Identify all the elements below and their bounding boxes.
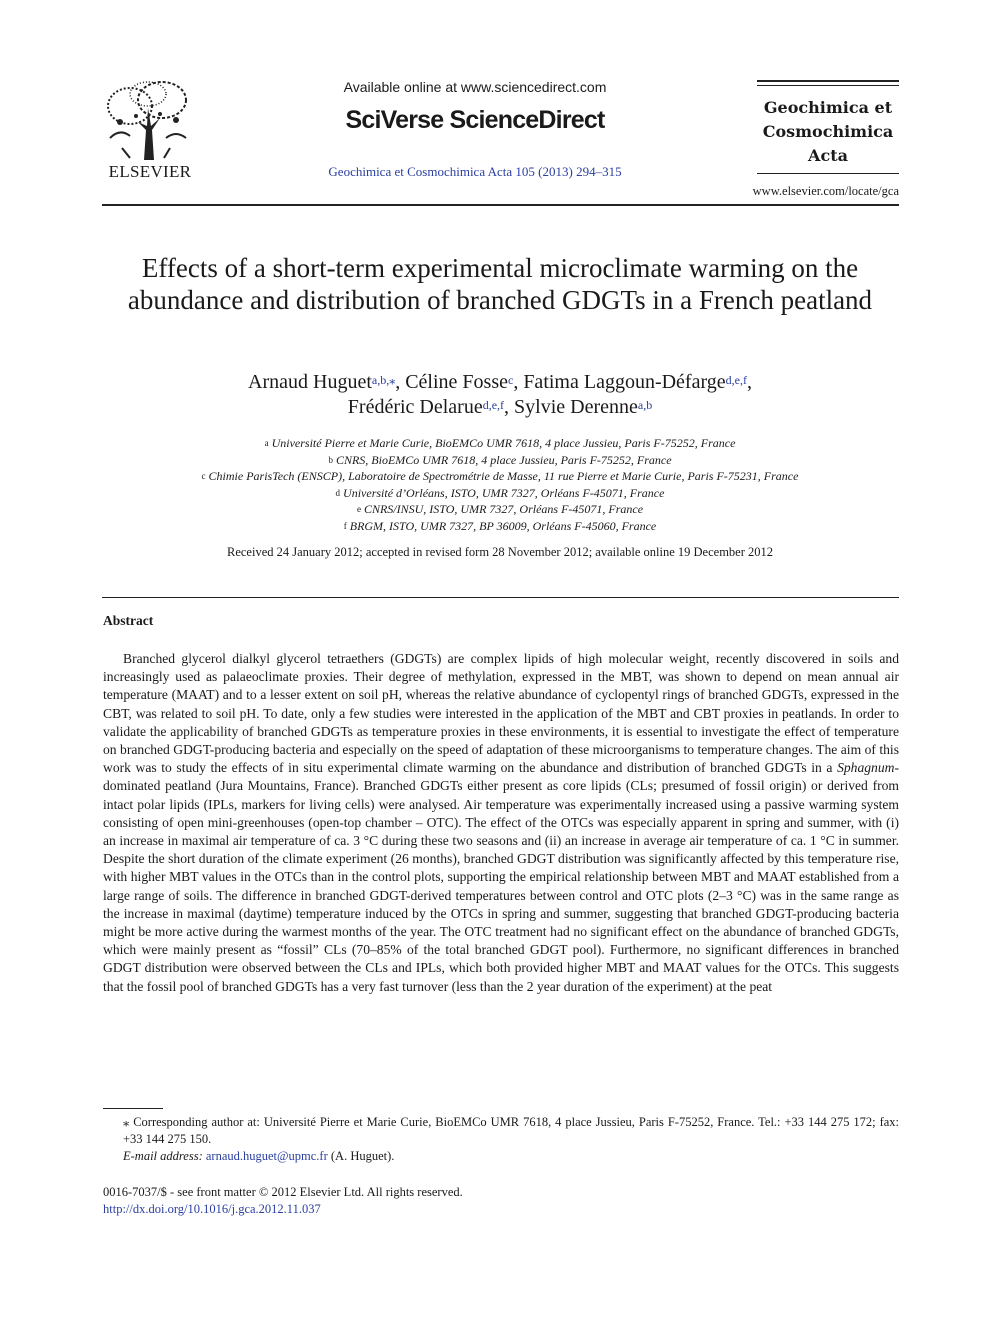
affiliation-key: c	[201, 471, 206, 482]
affiliation-key: d	[335, 487, 341, 498]
author-name: Céline Fosse	[405, 371, 508, 393]
journal-title-rule-top	[757, 80, 899, 82]
received-dates: Received 24 January 2012; accepted in revised form 28 November 2012; available online 19 December 2012	[227, 545, 773, 559]
affiliation-item	[100, 435, 900, 452]
journal-reference-link[interactable]: Geochimica et Cosmochimica Acta 105 (2013) 294–315	[328, 164, 622, 179]
affiliation-text: BRGM, ISTO, UMR 7327, BP 36009, Orléans F-45060, France	[349, 518, 657, 533]
footnote-email	[103, 1148, 899, 1165]
journal-title-rule-bottom	[757, 173, 899, 174]
affiliation-text: CNRS, BioEMCo UMR 7618, 4 place Jussieu, Paris F-75252, France	[335, 452, 672, 467]
abstract-text: Branched glycerol dialkyl glycerol tetraethers (GDGTs) are complex lipids of high molecular weight, recently discovered in soils and increasingly used as palaeoclimate proxies. Their degree of methylation, expressed in the MBT, was shown to depend on mean annual air temperature (MAAT) and to a lesser extent on soil pH, whereas the relative abundance of cyclopentyl rings of branched GDGTs, expressed in the CBT, was related to soil pH. To date, only a few studies were interested in the application of the MBT and CBT proxies in peatlands. In order to validate the applicability of branched GDGTs as temperature proxies in these environments, it is essential to investigate the effect of temperature on branched GDGT-producing bacteria and especially on the speed of adaptation of these microorganisms to temperature changes. The aim of this work was to study the effects of in situ experimental climate warming on the abundance and distribution of branched GDGTs in a	[103, 651, 899, 776]
footnote-divider	[103, 1108, 163, 1109]
journal-title-line: Geochimica et	[763, 98, 893, 117]
abstract-text: -dominated peatland (Jura Mountains, France). Branched GDGTs either present as core lipids (CLs; presumed of fossil origin) or derived from intact polar lipids (IPLs, markers for living cells) were analysed. Air temperature was experimentally increased using a passive warming system consisting of open mini-greenhouses (open-top chamber – OTC). The effect of the OTCs was especially apparent in spring and summer, with (i) an increase in maximal air temperature of ca. 3 °C during these two seasons and (ii) an increase in average air temperature of ca. 1 °C in summer. Despite the short duration of the climate experiment (26 months), branched GDGT distribution was significantly affected by this temperature rise, with higher MBT values in the OTCs than in the control plots, supporting the empirical relationship between MBT and MAAT established from a large range of soils. The difference in branched GDGT-derived temperatures between control and OTC plots (2–3 °C) was in the same range as the increase in maximal (daytime) temperature induced by the OTCs in spring and summer, suggesting that branched GDGT-producing bacteria might be more active during the warmest months of the year. The OTC treatment had no significant effect on the abundance of branched GDGTs, which were mainly present as “fossil” CLs (70–85% of the total branched GDGT pool). Furthermore, no significant differences in branched GDGT distribution were observed between the CLs and IPLs, which both provided higher MBT and MAAT values for the OTCs. This suggests that the fossil pool of branched GDGTs has a very fast turnover (less than the 2 year duration of the experiment) at the peat	[103, 760, 899, 994]
author-separator: ,	[746, 371, 752, 393]
author-name: Sylvie Derenne	[514, 396, 638, 418]
copyright-text: 0016-7037/$ - see front matter © 2012 Elsevier Ltd. All rights reserved.	[103, 1185, 463, 1199]
abstract-body	[103, 650, 899, 996]
affiliation-item	[100, 501, 900, 518]
affiliation-text: Université d’Orléans, ISTO, UMR 7327, Orléans F-45071, France	[343, 485, 665, 500]
abstract-paragraph	[103, 650, 899, 996]
journal-url[interactable]: www.elsevier.com/locate/gca	[752, 184, 899, 198]
author-affiliation-marker[interactable]: a,b	[637, 398, 653, 412]
author-affiliation-marker[interactable]: c	[507, 373, 514, 387]
article-title: Effects of a short-term experimental microclimate warming on the abundance and distribution of branched GDGTs in a French peatland	[127, 253, 873, 315]
affiliation-text: Université Pierre et Marie Curie, BioEMCo UMR 7618, 4 place Jussieu, Paris F-75252, France	[271, 436, 736, 450]
abstract-heading: Abstract	[103, 613, 154, 628]
journal-title	[757, 96, 899, 168]
corresponding-author-footnote	[103, 1114, 899, 1165]
affiliation-key: a	[264, 438, 269, 448]
author-separator: ,	[513, 371, 524, 393]
author-affiliation-marker[interactable]: d,e,f	[482, 398, 505, 412]
affiliation-text: CNRS/INSU, ISTO, UMR 7327, Orléans F-45071, France	[363, 502, 644, 517]
journal-title-line: Cosmochimica	[762, 122, 894, 141]
doi-link[interactable]: http://dx.doi.org/10.1016/j.gca.2012.11.037	[103, 1202, 321, 1216]
abstract-divider	[102, 597, 899, 598]
copyright-block	[103, 1184, 703, 1218]
affiliation-key: e	[356, 504, 361, 515]
footnote-text: Corresponding author at: Université Pierre et Marie Curie, BioEMCo UMR 7618, 4 place Jussieu, Paris F-75252, France. Tel.: +33 144 275 172; fax: +33 144 275 150.	[123, 1115, 900, 1146]
author-affiliation-marker[interactable]: a,b,⁎	[371, 373, 396, 387]
author-separator: ,	[504, 396, 515, 418]
journal-title-line: Acta	[808, 146, 848, 165]
tree-logo-icon	[100, 78, 196, 162]
author-separator: ,	[395, 371, 406, 393]
affiliation-text: Chimie ParisTech (ENSCP), Laboratoire de Spectrométrie de Masse, 11 rue Pierre et Marie Curie, Paris F-75231, France	[208, 469, 799, 484]
header-divider	[102, 204, 899, 206]
abstract-italic-term: Sphagnum	[837, 760, 895, 776]
author-affiliation-marker[interactable]: d,e,f	[725, 373, 747, 387]
affiliation-key: b	[328, 454, 333, 465]
platform-name: SciVerse ScienceDirect	[345, 106, 605, 134]
publisher-logo-text: ELSEVIER	[108, 162, 192, 181]
email-suffix: (A. Huguet).	[330, 1149, 395, 1163]
author-name: Arnaud Huguet	[248, 371, 372, 393]
available-online-text: Available online at www.sciencedirect.com	[343, 79, 607, 95]
affiliation-item	[100, 518, 900, 535]
author-name: Frédéric Delarue	[347, 396, 483, 418]
email-label: E-mail address:	[123, 1149, 203, 1163]
author-list	[100, 370, 900, 420]
affiliation-key: f	[343, 520, 347, 531]
author-name: Fatima Laggoun-Défarge	[523, 371, 726, 393]
affiliation-item	[100, 452, 900, 469]
email-link[interactable]: arnaud.huguet@upmc.fr	[205, 1149, 328, 1163]
footnote-marker: ⁎	[123, 1115, 130, 1129]
affiliation-item	[100, 485, 900, 502]
affiliation-item	[100, 468, 900, 485]
affiliation-list	[100, 435, 900, 535]
footnote-corresponding	[103, 1114, 899, 1148]
journal-title-rule-top-thin	[757, 85, 899, 86]
